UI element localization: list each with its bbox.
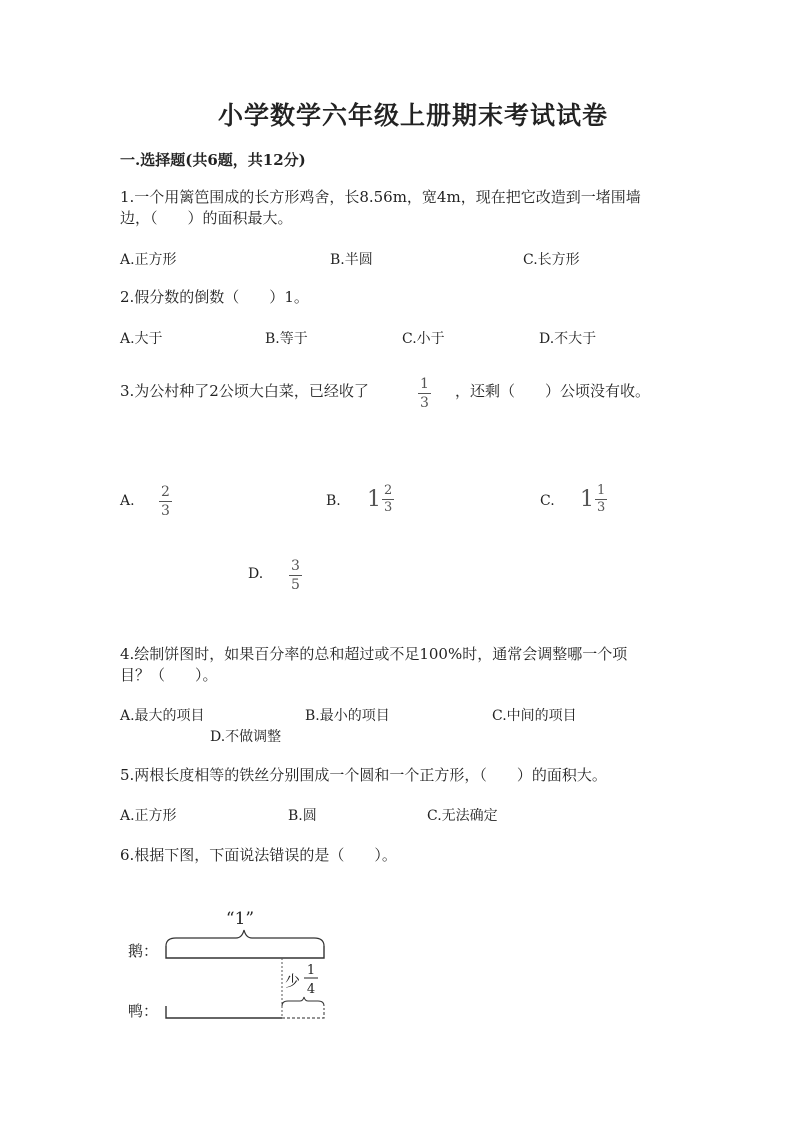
q4-option-c[interactable]: C.中间的项目 [492, 708, 577, 724]
fraction-bar [159, 501, 172, 502]
duck-segment [166, 1006, 282, 1018]
q3-option-a-label[interactable]: A. [120, 493, 135, 509]
question-4-line-1: 4.绘制饼图时，如果百分率的总和超过或不足100%时，通常会调整哪一个项 [120, 645, 628, 663]
section-heading: 一.选择题(共6题，共12分) [120, 151, 306, 169]
fraction-numerator: 2 [161, 484, 170, 500]
fraction-bar [418, 393, 431, 394]
fraction-numerator: 2 [384, 483, 393, 498]
mixed-fraction [595, 484, 607, 515]
q5-option-a[interactable]: A.正方形 [120, 808, 177, 824]
goose-segment [166, 946, 324, 958]
quarter-brace [282, 997, 324, 1006]
question-4-line-2: 目？（ ）。 [120, 666, 218, 684]
goose-label: 鹅： [128, 942, 159, 960]
segment-diagram [118, 900, 358, 1040]
q2-option-d[interactable]: D.不大于 [539, 331, 597, 347]
q1-option-c[interactable]: C.长方形 [523, 252, 580, 268]
question-1-line-1: 1.一个用篱笆围成的长方形鸡舍，长8.56m，宽4m，现在把它改造到一堵围墙 [120, 188, 641, 206]
q3-option-b-label[interactable]: B. [326, 493, 341, 509]
quarter-numerator: 1 [306, 963, 316, 978]
fraction-bar [289, 575, 302, 576]
q4-option-a[interactable]: A.最大的项目 [120, 708, 205, 724]
q3-option-d-label[interactable]: D. [248, 566, 264, 582]
whole-unit-label: “1” [225, 909, 255, 929]
fraction-numerator: 1 [420, 376, 429, 392]
fraction-denominator: 5 [291, 577, 300, 593]
q3-option-c-mixed-number[interactable] [580, 484, 607, 515]
exam-title: 小学数学六年级上册期末考试试卷 [218, 101, 609, 130]
q4-option-d[interactable]: D.不做调整 [210, 729, 282, 745]
q4-option-b[interactable]: B.最小的项目 [305, 708, 390, 724]
question-2-text: 2.假分数的倒数（ ）1。 [120, 288, 309, 306]
q2-option-a[interactable]: A.大于 [120, 331, 163, 347]
fraction-numerator: 1 [597, 483, 606, 498]
fraction-denominator: 3 [384, 500, 393, 515]
question-3-fraction [418, 376, 431, 411]
q3-option-c-label[interactable]: C. [540, 493, 555, 509]
question-6-text: 6.根据下图，下面说法错误的是（ ）。 [120, 846, 397, 864]
q1-option-b[interactable]: B.半圆 [330, 252, 373, 268]
mixed-whole: 1 [367, 487, 381, 512]
question-1-line-2: 边，（ ）的面积最大。 [120, 209, 293, 227]
fraction-denominator: 3 [161, 503, 170, 519]
whole-brace [166, 930, 324, 946]
duck-missing-segment [282, 1008, 324, 1018]
fraction-numerator: 3 [291, 558, 300, 574]
q5-option-c[interactable]: C.无法确定 [427, 808, 498, 824]
q3-option-b-mixed-number[interactable] [367, 484, 394, 515]
question-3-text-a: 3.为公村种了2公顷大白菜，已经收了 [120, 382, 369, 400]
less-label: 少 [285, 972, 301, 990]
q2-option-b[interactable]: B.等于 [265, 331, 308, 347]
q3-option-a-fraction[interactable] [159, 484, 172, 519]
fraction-denominator: 3 [420, 395, 429, 411]
mixed-fraction [382, 484, 394, 515]
fraction-denominator: 3 [597, 500, 606, 515]
q5-option-b[interactable]: B.圆 [288, 808, 317, 824]
question-5-text: 5.两根长度相等的铁丝分别围成一个圆和一个正方形，（ ）的面积大。 [120, 766, 607, 784]
mixed-whole: 1 [580, 487, 594, 512]
question-3-text-b: ，还剩（ ）公顷没有收。 [455, 382, 651, 400]
q1-option-a[interactable]: A.正方形 [120, 252, 177, 268]
quarter-denominator: 4 [306, 982, 316, 997]
duck-label: 鸭： [128, 1002, 159, 1020]
q2-option-c[interactable]: C.小于 [402, 331, 445, 347]
q3-option-d-fraction[interactable] [289, 558, 302, 593]
